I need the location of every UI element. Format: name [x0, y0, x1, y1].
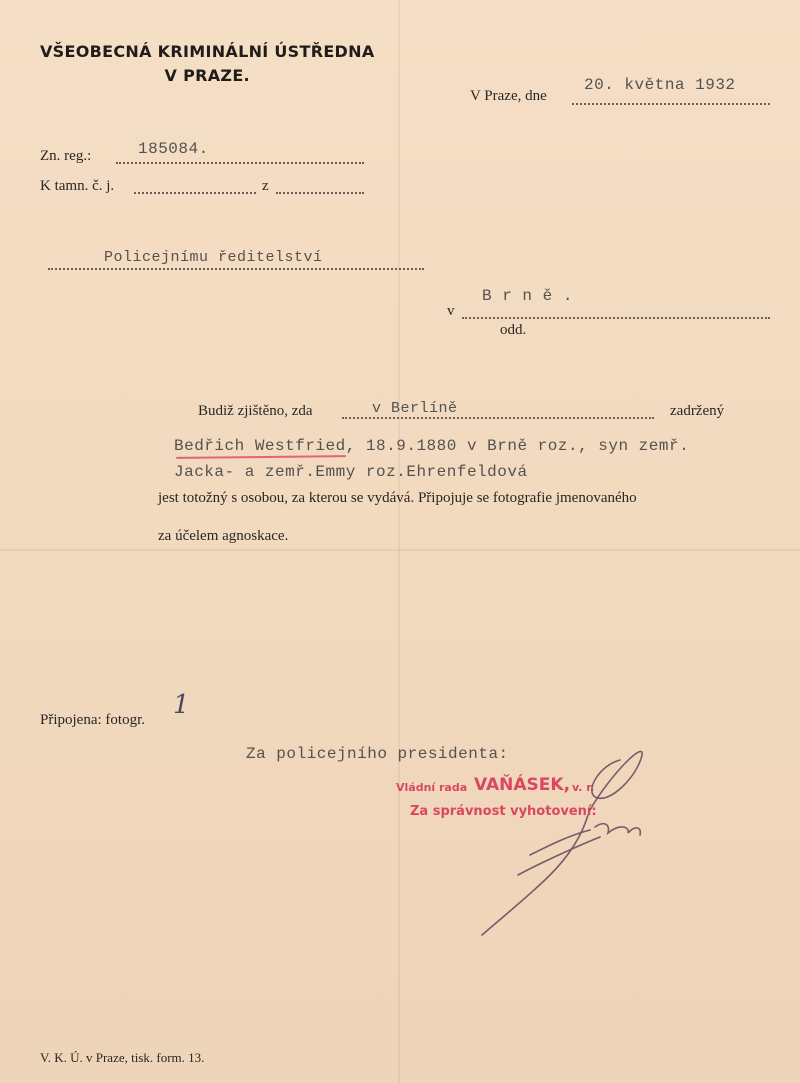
department-label: odd. — [500, 322, 527, 338]
stamp-verified: Za správnost vyhotovení: — [410, 804, 597, 819]
handwritten-signature — [470, 735, 670, 945]
form-footer: V. K. Ú. v Praze, tisk. form. 13. — [40, 1050, 205, 1065]
person-line-1: Bedřich Westfried, 18.9.1880 v Brně roz., syn zemř. — [174, 437, 690, 455]
person-line-2: Jacka- a zemř.Emmy roz.Ehrenfeldová — [174, 463, 528, 481]
body-place: v Berlíně — [372, 400, 458, 417]
office-header-line1: VŠEOBECNÁ KRIMINÁLNÍ ÚSTŘEDNA — [40, 42, 375, 61]
recipient-city-prefix: v — [447, 303, 455, 319]
stamp-rank: Vládní rada — [396, 781, 468, 794]
date-dotted-line — [572, 103, 770, 105]
name-underline — [176, 455, 346, 459]
date-label: V Praze, dne — [470, 88, 547, 104]
attachment-count: 1 — [173, 690, 190, 720]
zn-reg-dotted-line — [116, 162, 364, 164]
paper-fold-horizontal — [0, 549, 800, 551]
k-tamn-label: K tamn. č. j. — [40, 178, 115, 194]
recipient-city-dotted-line — [462, 317, 770, 319]
recipient-city: B r n ě . — [482, 287, 573, 305]
recipient-name: Policejnímu ředitelství — [104, 249, 323, 266]
k-tamn-dotted-line — [134, 192, 256, 194]
body-detained-label: zadržený — [670, 403, 725, 419]
paper-fold-vertical — [398, 0, 400, 1083]
stamp-suffix: v. r. — [572, 781, 595, 794]
office-header — [40, 40, 375, 88]
body-intro: Budiž zjištěno, zda — [198, 403, 313, 419]
zn-reg-value: 185084. — [138, 140, 209, 158]
z-dotted-line — [276, 192, 364, 194]
place-dotted-line — [342, 417, 654, 419]
zn-reg-label: Zn. reg.: — [40, 148, 92, 164]
date-value: 20. května 1932 — [584, 76, 736, 94]
body-purpose: za účelem agnoskace. — [158, 528, 289, 544]
stamp-name: VAŇÁSEK, — [474, 775, 571, 795]
office-header-line2: V PRAZE. — [164, 66, 250, 85]
recipient-dotted-line — [48, 268, 424, 270]
body-sentence: jest totožný s osobou, za kterou se vydává. Připojuje se fotografie jmenovaného — [158, 490, 637, 506]
attachment-label: Připojena: fotogr. — [40, 712, 145, 728]
for-president-line: Za policejního presidenta: — [246, 745, 509, 763]
z-label: z — [262, 178, 269, 194]
